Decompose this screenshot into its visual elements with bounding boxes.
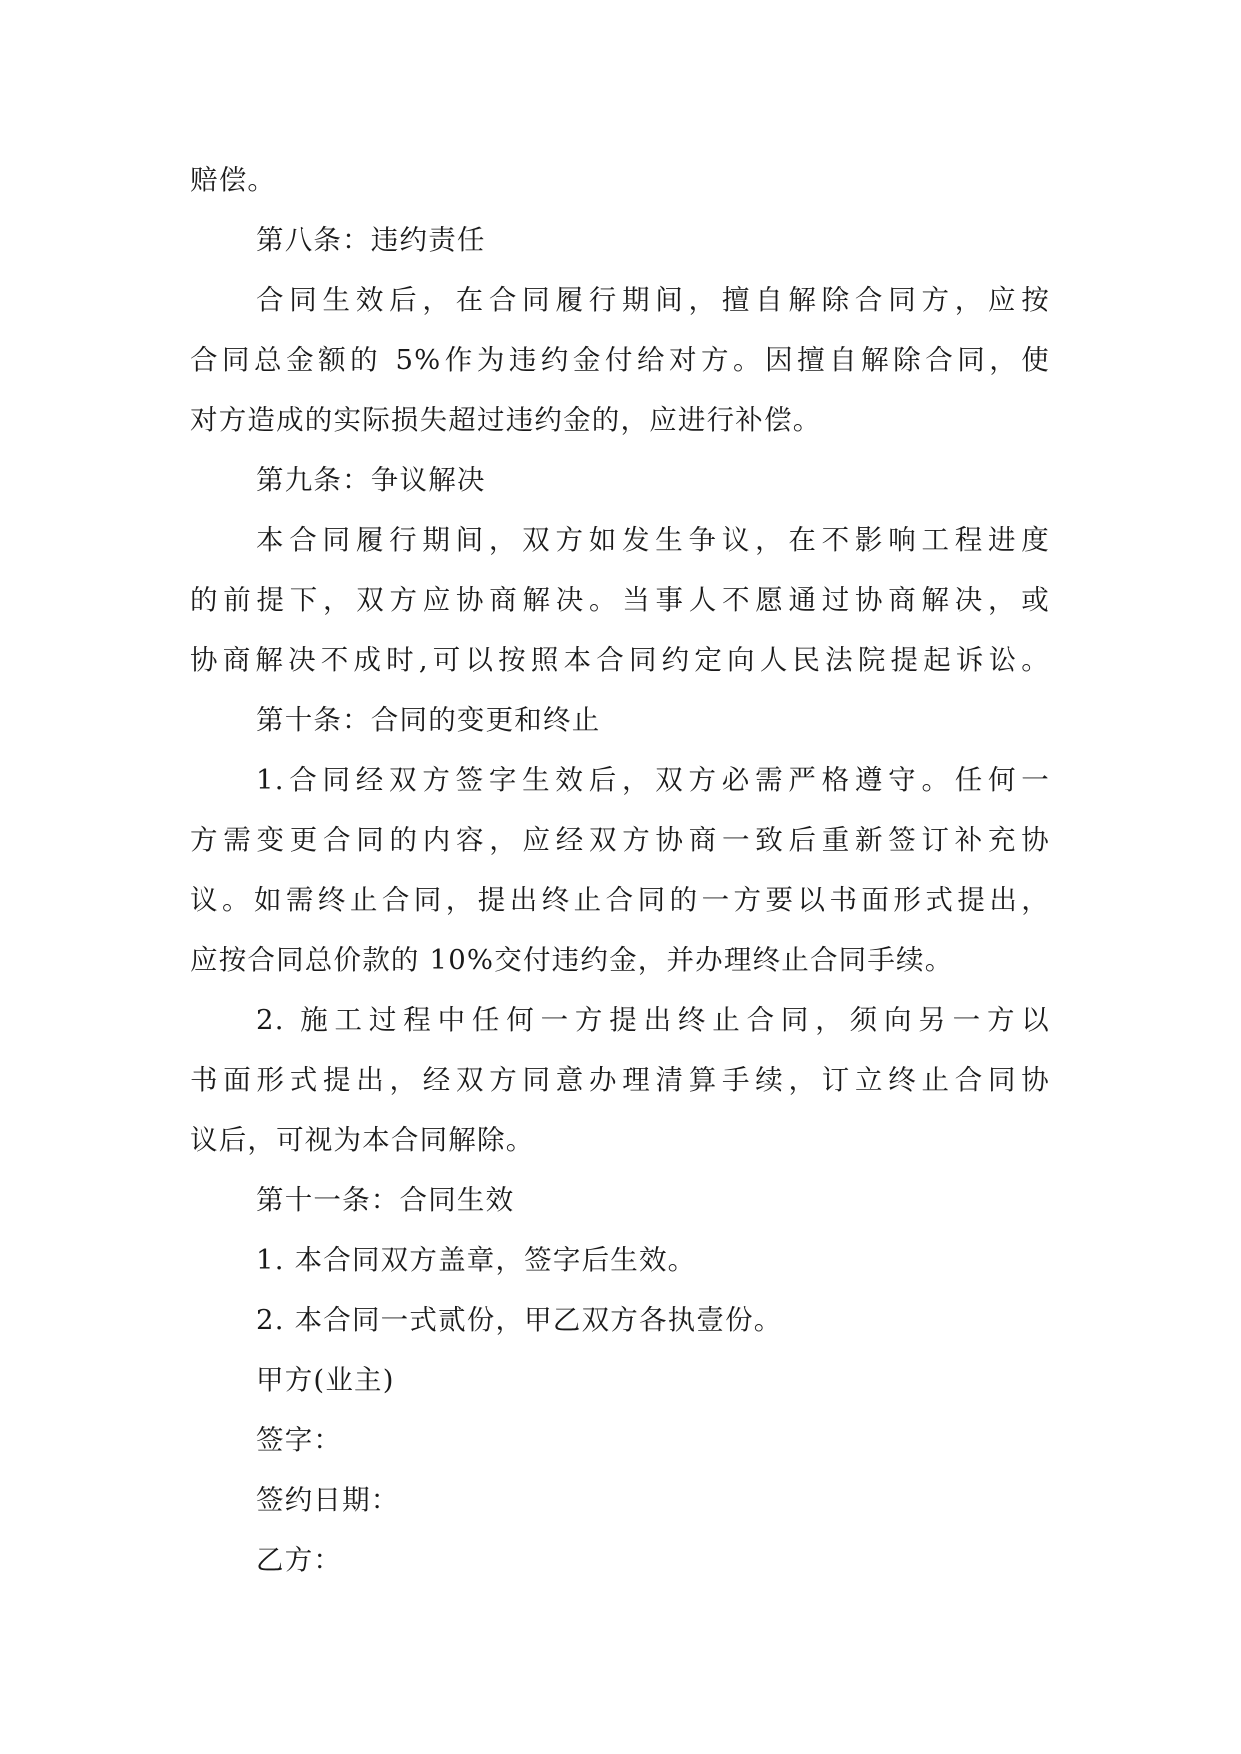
section-heading-9: 第九条：争议解决 — [256, 464, 486, 496]
body-line: 协商解决不成时,可以按照本合同约定向人民法院提起诉讼。 — [190, 644, 1050, 676]
body-line: 议。如需终止合同，提出终止合同的一方要以书面形式提出， — [190, 884, 1050, 916]
body-line: 方需变更合同的内容，应经双方协商一致后重新签订补充协 — [190, 824, 1050, 856]
body-line: 1. 本合同双方盖章，签字后生效。 — [256, 1244, 697, 1276]
body-line: 赔偿。 — [190, 164, 277, 196]
signature-label: 签字： — [256, 1424, 343, 1456]
section-heading-8: 第八条：违约责任 — [256, 224, 486, 256]
party-b-label: 乙方： — [256, 1544, 343, 1576]
body-line: 合同生效后，在合同履行期间，擅自解除合同方，应按 — [256, 284, 1050, 316]
body-line: 对方造成的实际损失超过违约金的，应进行补偿。 — [190, 404, 822, 436]
body-line: 本合同履行期间，双方如发生争议，在不影响工程进度 — [256, 524, 1050, 556]
party-a-label: 甲方(业主) — [256, 1364, 395, 1396]
body-line: 合同总金额的 5%作为违约金付给对方。因擅自解除合同，使 — [190, 344, 1050, 376]
body-line: 应按合同总价款的 10%交付违约金，并办理终止合同手续。 — [190, 944, 954, 976]
body-line: 2. 本合同一式贰份，甲乙双方各执壹份。 — [256, 1304, 783, 1336]
document-page — [190, 150, 1050, 1590]
body-line: 2. 施工过程中任何一方提出终止合同，须向另一方以 — [256, 1004, 1050, 1036]
section-heading-10: 第十条：合同的变更和终止 — [256, 704, 601, 736]
body-line: 1.合同经双方签字生效后，双方必需严格遵守。任何一 — [256, 764, 1050, 796]
body-line: 的前提下，双方应协商解决。当事人不愿通过协商解决，或 — [190, 584, 1050, 616]
body-line: 书面形式提出，经双方同意办理清算手续，订立终止合同协 — [190, 1064, 1050, 1096]
section-heading-11: 第十一条：合同生效 — [256, 1184, 515, 1216]
body-line: 议后，可视为本合同解除。 — [190, 1124, 535, 1156]
sign-date-label: 签约日期： — [256, 1484, 400, 1516]
